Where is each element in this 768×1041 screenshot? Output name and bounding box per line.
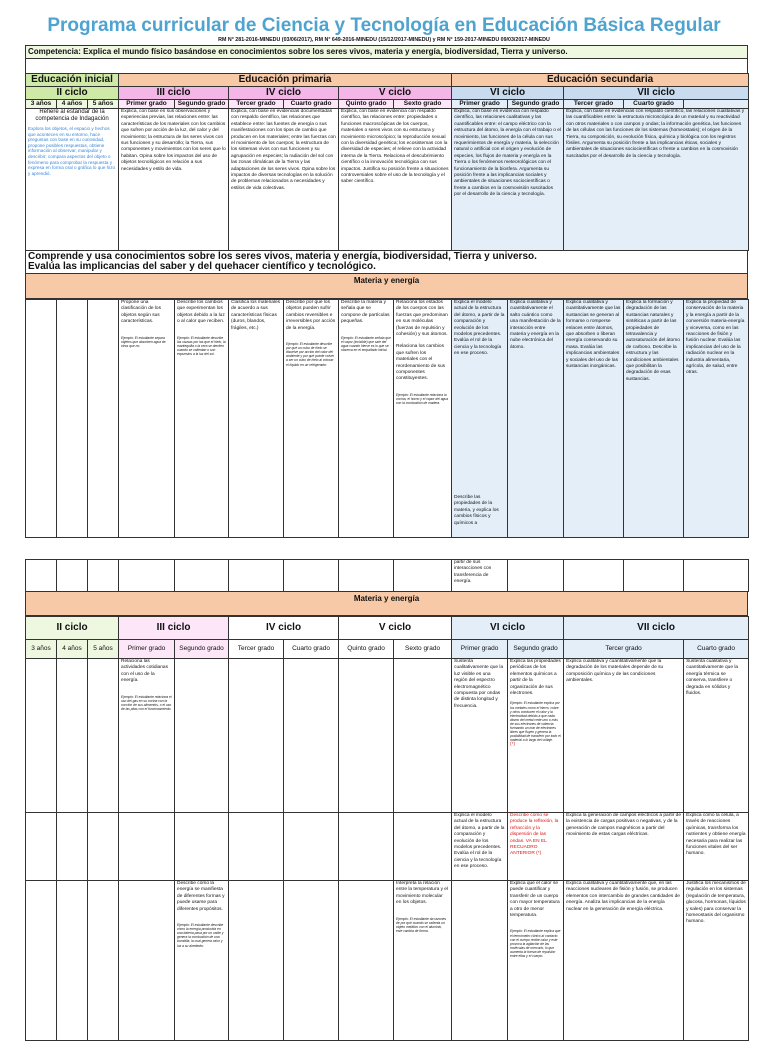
cell-text: Propone una clasificación de los objetos según sus características. bbox=[121, 300, 161, 325]
grade-header: Primer grado bbox=[119, 640, 175, 659]
cell-s2 bbox=[508, 881, 564, 1041]
grade-header: 5 años bbox=[88, 100, 119, 109]
cell-s2: Describe cómo se produce la reflexión, la refracción y la dispersión de las ondas. VA EN EL RECUADRO ANTERIOR (*) bbox=[508, 813, 564, 881]
cycle-ii: II ciclo bbox=[26, 87, 119, 100]
cell-text: Describe cómo la energía se manifiesta de diferentes formas y puede usarse para diferentes propósitos. bbox=[177, 881, 225, 912]
cycle-iv: IV ciclo bbox=[229, 87, 339, 100]
cell-s4: Explica cómo la célula, a través de reacciones químicas, transforma los nutrientes y obtiene energía necesaria para realizar las funciones vitales del ser humano. bbox=[684, 813, 749, 881]
cell-example: Ejemplo: El estudiante relaciona la cocina, el horno y el vapor del agua con la combustión de madera. bbox=[396, 392, 449, 406]
cell-text: Explica el modelo actual de la estructura del átomo, a partir de la comparación y evolución de los modelos precedentes. Evalúa el rol de la ciencia y la tecnología en ese proceso. bbox=[454, 300, 505, 357]
grade-header: Segundo grado bbox=[508, 100, 564, 109]
continuation-text: partir de sus interacciones con transferencia de energía. bbox=[452, 560, 508, 592]
cell-g6 bbox=[394, 300, 452, 538]
grade-header: 4 años bbox=[57, 640, 88, 659]
grade-header: 4 años bbox=[57, 100, 88, 109]
capacity-line-2: Evalúa las implicancias del saber y del quehacer científico y tecnológico. bbox=[28, 261, 376, 272]
continuation-table bbox=[25, 559, 749, 592]
cycle-iii: III ciclo bbox=[119, 87, 229, 100]
cell-text: Describe la materia y señala que se compone de partículas pequeñas. bbox=[341, 300, 390, 325]
cell-g5 bbox=[394, 881, 452, 1041]
cycle-vii: VII ciclo bbox=[564, 87, 749, 100]
cell-text: Explica que el calor se puede cuantificar y transferir de un cuerpo con mayor temperatura a otro de menor temperatura. bbox=[510, 881, 560, 919]
grade-header: Primer grado bbox=[452, 640, 508, 659]
cell-s2: Explica cualitativa y cuantitativamente el salto cuántico como una manifestación de la interacción entre materia y energía en la nube electrónica del átomo. bbox=[508, 300, 564, 538]
cell-g5 bbox=[339, 300, 394, 538]
cell-text: Describe los cambios que experimentan los objetos debido a la luz o al calor que reciben. bbox=[177, 300, 225, 325]
grade-header: Quinto grado bbox=[339, 640, 394, 659]
cell-example: Ejemplo: El estudiante describe las causas por las que el hielo, la mantequilla o la cera se derriten cuando se calientan o son expuestos a la luz del sol. bbox=[177, 335, 226, 356]
cell-s4: Explica la formación y degradación de las sustancias naturales y sintéticas a partir de las propiedades de tetravalencia y autosaturación del átomo de carbono. Describe la estructura y las condiciones ambientales que posibilitan la degradación de esas sustancias. bbox=[624, 300, 684, 538]
cell-example: Ejemplo: El estudiante señala que el vapor (invisible) que sale del agua cuando hierve es lo que se observa en el empañado inicial. bbox=[341, 335, 391, 352]
cell-text: Interpreta la relación entre la temperatura y el movimiento molecular en los objetos. bbox=[396, 881, 449, 906]
cell-example: Ejemplo: El estudiante describe por qué un cubo de hielo se disuelve por acción del calor del ambiente y por qué puede volver a ser un cubo de hielo al colocar el líquido en un refrigerador. bbox=[286, 342, 335, 367]
cell-s3: Explica cualitativa y cuantitativamente que, en las reacciones nucleares de fisión y fusión, se producen elementos con intercambio de grandes cantidades de energía. Analiza las implicancias de la energía nuclear en la generación de energía eléctrica. bbox=[564, 881, 684, 1041]
grade-header: Tercer grado bbox=[229, 640, 284, 659]
cycle-ii: II ciclo bbox=[26, 617, 119, 640]
cell-s4: Sustenta cualitativa y cuantitativamente que la energía térmica se conserva, transfiere o degrada en sólidos y fluidos. bbox=[684, 659, 749, 813]
cell-s4: Justifica los mecanismos de regulación en los sistemas (regulación de temperatura, glucosa, hormonas, líquidos y sales) para conservar la homeostasis del organismo humano. bbox=[684, 881, 749, 1041]
grade-header: Segundo grado bbox=[175, 640, 229, 659]
cycle-vi: VI ciclo bbox=[452, 617, 564, 640]
cell-text: Describe las propiedades de la materia, y explica los cambios físicos y químicos a bbox=[454, 495, 499, 526]
grade-header: Cuarto grado bbox=[284, 100, 339, 109]
cell-text: Relaciona los cambios que sufren los materiales con el reordenamiento de sus componentes constituyentes. bbox=[396, 344, 446, 382]
topic-header-2: Materia y energía bbox=[25, 592, 748, 616]
grade-header: Cuarto grado bbox=[284, 640, 339, 659]
cell-g1 bbox=[119, 659, 175, 813]
topic-header: Materia y energía bbox=[25, 274, 748, 299]
standard-iv: Explica, con base en evidencias documentadas con respaldo científico, las relaciones que establece entre: las fuentes de energía o sus manifestaciones con los tipos de cambio que producen en los materiales; entre las fuerzas con el movimiento de los cuerpos; la estructura de los sistemas vivos con sus funciones y su agrupación en especies; la radiación del sol con las zonas climáticas de la Tierra y las adaptaciones de los seres vivos. Opina sobre los impactos de diversas tecnologías en la solución de problemas relacionados a necesidades y estilos de vida colectivas. bbox=[229, 109, 339, 251]
cell-s5: Explica la propiedad de conservación de la materia y la energía a partir de la conversión materia-energía y viceversa, como en las reacciones de fisión y fusión nuclear. Evalúa las implicancias del uso de la radiación nuclear en la industria alimentaria, agrícola, de salud, entre otras. bbox=[684, 300, 749, 538]
grade-header bbox=[684, 100, 749, 109]
materia-table-2 bbox=[25, 616, 749, 1041]
standard-v: Explica, con base en evidencia con respaldo científico, las relaciones entre: propiedades o funciones macroscópicas de los cuerpos, materiales o seres vivos con su estructura y movimiento microscópico; la reproducción sexual con la diversidad genética; los ecosistemas con la diversidad de especies; el relieve con la actividad interna de la Tierra. Relaciona el descubrimiento científico o la innovación tecnológica con sus impactos. Justifica su posición frente a situaciones controversiales sobre el uso de la tecnología y el saber científico. bbox=[339, 109, 452, 251]
cycle-v: V ciclo bbox=[339, 87, 452, 100]
cell-s1 bbox=[452, 300, 508, 538]
standard-vii: Explica, con base en evidencias con respaldo científico, las relaciones cualitativas y las cuantificables entre: la estructura microscópica de un material y su reactividad con otros materiales o con campos y ondas; la información genética, las funciones de las células con las funciones de los sistemas (homeostasis); el origen de la Tierra, su composición, su evolución física, química y biológica con los registros fósiles. Argumenta su posición frente a las implicancias éticas, sociales y ambientales de situaciones sociocientíficas o frente a cambios en la cosmovisión suscitados por el desarrollo de la ciencia y tecnología. bbox=[564, 109, 749, 251]
page-subtitle: RM N° 281-2016-MINEDU (03/06/2017), RM N° 649-2016-MINEDU (15/12/2017-MINEDU) y RM N° 159-2017-MINEDU 09/03/2017-MINEDU bbox=[218, 37, 550, 43]
cell-s3: Explica la generación de campos eléctricos a partir de la existencia de cargas positivas o negativas, y de la generación de campos magnéticos a partir del movimiento de estas cargas eléctricas. bbox=[564, 813, 684, 881]
cycle-vi: VI ciclo bbox=[452, 87, 564, 100]
cell-note: (*) bbox=[510, 742, 516, 748]
inicial-standard-text: Explora los objetos, el espacio y hechos que acontecen en su entorno, hace preguntas con base en su curiosidad, propone posibles respuestas, obtiene información al observar, manipular y describir; compara aspectos del objeto o fenómeno para comprobar la respuesta y expresa en forma oral o gráfica lo que hizo y aprendió. bbox=[28, 126, 116, 176]
grade-header: Primer grado bbox=[452, 100, 508, 109]
grade-header: Quinto grado bbox=[339, 100, 394, 109]
standards-table bbox=[25, 73, 749, 251]
level-secundaria: Educación secundaria bbox=[452, 74, 749, 87]
capacity-line-1: Comprende y usa conocimientos sobre los seres vivos, materia y energía, biodiversidad, Tierra y universo. bbox=[28, 251, 537, 262]
grade-header: Primer grado bbox=[119, 100, 175, 109]
grade-header: 5 años bbox=[88, 640, 119, 659]
grade-header: Segundo grado bbox=[175, 100, 229, 109]
cycle-vii: VII ciclo bbox=[564, 617, 749, 640]
cycle-v: V ciclo bbox=[339, 617, 452, 640]
grade-header: Tercer grado bbox=[229, 100, 284, 109]
grade-header: Cuarto grado bbox=[684, 640, 749, 659]
cell-g2 bbox=[175, 300, 229, 538]
grade-header: Tercer grado bbox=[564, 640, 684, 659]
grade-header: 3 años bbox=[26, 100, 57, 109]
cycle-iv: IV ciclo bbox=[229, 617, 339, 640]
curriculum-table-page-2 bbox=[25, 559, 748, 1041]
cell-s3: Explica cualitativa y cuantitativamente que las sustancias se generan al formarse o romperse enlaces entre átomos, que absorben o liberan energía conservando su masa. Evalúa las implicancias ambientales y sociales del uso de las sustancias inorgánicas. bbox=[564, 300, 624, 538]
cell-g3: Clasifica los materiales de acuerdo a sus características físicas (duros, blandos, frágiles, etc.) bbox=[229, 300, 284, 538]
standard-vi: Explica, con base en evidencia con respaldo científico, las relaciones cualitativas y las cuantificables entre: el campo eléctrico con la estructura del átomo, la energía con el trabajo o el movimiento, las funciones de la célula con sus requerimientos de energía y materia, la selección natural o artificial con el origen y evolución de especies, los flujos de materia y energía en la Tierra o los fenómenos meteorológicos con el funcionamiento de la biosfera. Argumenta su posición frente a las implicancias sociales y ambientales de situaciones sociocientíficas o frente a cambios en la cosmovisión suscitados por el desarrollo de la ciencia y tecnología. bbox=[452, 109, 564, 251]
cell-g4 bbox=[284, 300, 339, 538]
cell-text: Relaciona los estados de los cuerpos con las fuerzas que predominan en sus moléculas (fuerzas de repulsión y cohesión) y sus átomos. bbox=[396, 300, 448, 338]
cell-example: Ejemplo: El estudiante relaciona el uso del gas en su cocina con la cocción de sus alimentos, o el uso de las pilas con el funcionamiento. bbox=[121, 694, 172, 711]
cycle-iii: III ciclo bbox=[119, 617, 229, 640]
grade-header: Segundo grado bbox=[508, 640, 564, 659]
cell-g2 bbox=[175, 881, 229, 1041]
grade-header: Cuarto grado bbox=[624, 100, 684, 109]
materia-table-1 bbox=[25, 299, 749, 538]
cell-text: Relaciona las actividades cotidianas con el uso de la energía. bbox=[121, 659, 168, 684]
standard-iii: Explica, con base en sus observaciones y experiencias previas, las relaciones entre: las características de los materiales con los cambios que sufren por acción de la luz, del calor y del movimiento; la estructura de los seres vivos con sus funciones y su desarrollo; la Tierra, sus componentes y movimientos con los seres que lo habitan. Opina sobre los impactos del uso de objetos tecnológicos en relación a sus necesidades y estilo de vida. bbox=[119, 109, 229, 251]
grade-header: Sexto grado bbox=[394, 640, 452, 659]
cell-example: Ejemplo: El estudiante explica que el termómetro clínico al contacto con el cuerpo recibe calor y este provoca la agitación de las moléculas de mercurio, lo que aumenta la fuerza de repulsión entre ellas y el cuerpo. bbox=[510, 929, 561, 958]
grade-header: Tercer grado bbox=[564, 100, 624, 109]
cell-s2 bbox=[508, 659, 564, 813]
cell-example: Ejemplo: El estudiante da razones de por qué cuando se calienta un objeto metálico con el aluminio, este cambia de forma. bbox=[396, 916, 447, 933]
cell-s1: Sustenta cualitativamente que la luz visible es una región del espectro electromagnético compuesta por ondas de distinta longitud y frecuencia. bbox=[452, 659, 508, 813]
cell-text: Describe por qué los objetos pueden sufrir cambios reversibles e irreversibles por acción de la energía. bbox=[286, 300, 336, 331]
level-primaria: Educación primaria bbox=[119, 74, 452, 87]
cell-example: Ejemplo: El estudiante explica por los metales como el hierro, cobre y otros conducen el calor y la electricidad debido a que cada átomo del metal cede uno o más de sus electrones de valencia formando un mar de electrones libres que fluyen y genera la posibilidad de transferir por todo el material a lo largo del voltaje. bbox=[510, 701, 561, 743]
competency-banner: Competencia: Explica el mundo físico basándose en conocimientos sobre los seres vivos, materia y energía, biodiversidad, Tierra y universo. bbox=[25, 45, 748, 59]
curriculum-table-page-1 bbox=[25, 45, 748, 538]
cell-text: Explica las propiedades periódicas de los elementos químicos a partir de la organización de sus electrones. bbox=[510, 659, 561, 697]
cell-s1: Explica el modelo actual de la estructura del átomo, a partir de la comparación y evolución de los modelos precedentes. Evalúa el rol de la ciencia y la tecnología en ese proceso. bbox=[452, 813, 508, 881]
cell-g1 bbox=[119, 300, 175, 538]
grade-header: 3 años bbox=[26, 640, 57, 659]
cell-example: Ejemplo: El estudiante describe cómo la energía producida en una batería pasa por un cable y genera la combustión de una bombilla, la cual genera calor y luz a su alrededor. bbox=[177, 923, 224, 948]
cell-s3: Explica cualitativa y cuantitativamente que la degradación de los materiales depende de su composición química y de las condiciones ambientales. bbox=[564, 659, 684, 813]
grade-header: Sexto grado bbox=[394, 100, 452, 109]
page-title: Programa curricular de Ciencia y Tecnología en Educación Básica Regular bbox=[47, 15, 721, 36]
inicial-standard-title: Refiere al estándar de la competencia de Indagación bbox=[35, 109, 109, 122]
cell-example: Ejemplo: El estudiante separa objetos que absorben agua de otros que no. bbox=[121, 335, 166, 348]
level-inicial: Educación inicial bbox=[26, 74, 119, 87]
